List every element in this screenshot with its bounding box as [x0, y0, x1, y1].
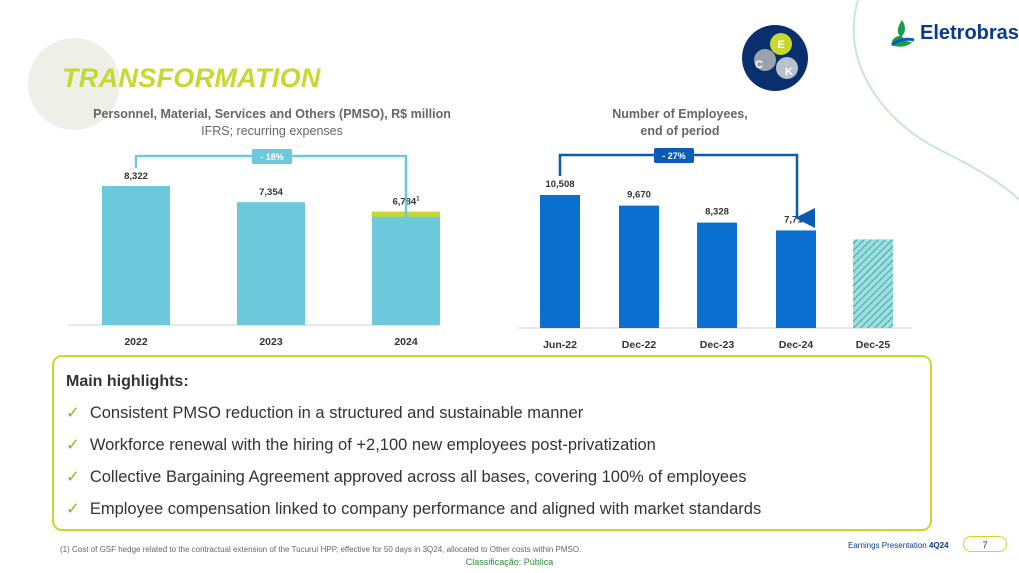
pmso-category-label: 2022 — [124, 336, 148, 348]
pmso-category-label: 2023 — [259, 336, 283, 348]
badge-letter-k: K — [785, 66, 793, 78]
highlight-text: Employee compensation linked to company performance and aligned with market standards — [89, 500, 762, 518]
classification-label: Classificação: Pública — [465, 557, 554, 567]
employees-bar — [540, 195, 580, 328]
highlight-text: Consistent PMSO reduction in a structured and sustainable manner — [89, 404, 584, 422]
badge-letter-c: C — [755, 59, 763, 71]
employees-value-label: 7,710 — [784, 214, 808, 226]
employees-category-label: Jun-22 — [543, 339, 577, 351]
employees-bar — [619, 206, 659, 328]
pmso-bar — [102, 186, 170, 325]
pmso-category-label: 2024 — [394, 336, 418, 348]
checkmark-icon: ✓ — [66, 468, 80, 486]
employees-value-label: 8,328 — [705, 206, 729, 218]
pmso-value-label: 8,322 — [124, 171, 148, 182]
pmso-reduction-label: - 18% — [260, 152, 284, 162]
checkmark-icon: ✓ — [66, 404, 80, 422]
employees-category-label: Dec-25 — [855, 339, 891, 351]
checkmark-icon: ✓ — [66, 436, 80, 454]
employees-reduction-label: - 27% — [662, 151, 686, 161]
checkmark-icon: ✓ — [66, 500, 80, 518]
pmso-bar — [237, 202, 305, 325]
highlight-item — [66, 499, 761, 519]
quarter-text: 4Q24 — [928, 541, 949, 550]
employees-value-label: 10,508 — [545, 179, 575, 190]
highlight-item — [66, 403, 583, 423]
highlight-item — [66, 435, 656, 455]
employees-bar-target — [853, 239, 893, 328]
badge-letter-e: E — [777, 39, 785, 51]
highlights-title: Main highlights: — [66, 373, 189, 390]
pmso-value-label: 7,354 — [259, 187, 283, 199]
pmso-chart-title: Personnel, Material, Services and Others (PMSO), R$ million — [93, 107, 451, 121]
footnote: (1) Cost of GSF hedge related to the contractual extension of the Tucuruí HPP, effective for 50 days in 3Q24, allocated to Other costs within PMSO. — [60, 545, 582, 554]
employees-category-label: Dec-23 — [699, 339, 735, 351]
highlight-text: Collective Bargaining Agreement approved across all bases, covering 100% of employees — [89, 468, 747, 486]
pmso-chart-subtitle: IFRS; recurring expenses — [201, 124, 343, 138]
employees-chart-title-line1: Number of Employees, — [612, 107, 748, 121]
highlight-text: Workforce renewal with the hiring of +2,100 new employees post-privatization — [89, 436, 656, 454]
employees-reduction-arrow — [560, 155, 797, 218]
page-title: TRANSFORMATION — [62, 63, 321, 93]
employees-value-label: 9,670 — [627, 189, 651, 201]
employees-bar — [776, 230, 816, 328]
employees-bar — [697, 223, 737, 328]
earnings-text: Earnings Presentation — [848, 541, 927, 550]
highlights-box — [52, 355, 932, 531]
highlight-item — [66, 467, 747, 487]
earnings-label — [848, 541, 949, 550]
logo-text: Eletrobras — [920, 21, 1019, 44]
employees-category-label: Dec-24 — [778, 339, 814, 351]
employees-category-label: Dec-22 — [621, 339, 657, 351]
pmso-value-label: 6,784$^1$ — [392, 196, 420, 208]
page-number: 7 — [963, 536, 1007, 552]
employees-chart-title-line2: end of period — [640, 124, 720, 138]
